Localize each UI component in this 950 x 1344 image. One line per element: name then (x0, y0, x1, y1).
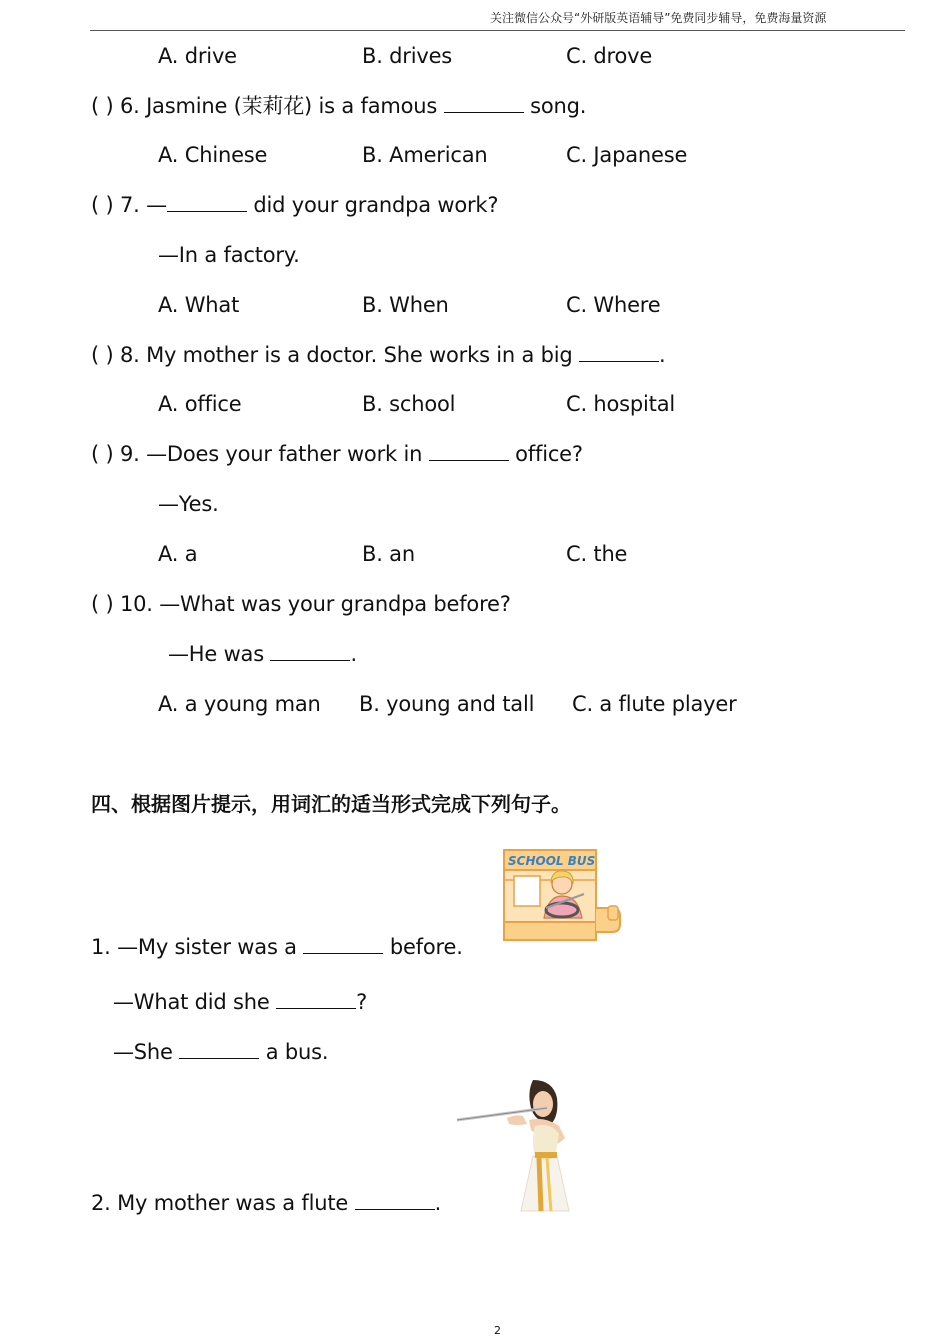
q10-option-b: B. young and tall (359, 692, 535, 716)
q8-option-a: A. office (158, 392, 242, 416)
q6-stem: 6. Jasmine (茉莉花) is a famous (119, 94, 438, 118)
q10-answer-text: —He was (168, 642, 264, 666)
answer-blank (270, 642, 350, 661)
question-6 (91, 93, 586, 119)
q8-option-b: B. school (362, 392, 456, 416)
answer-blank (355, 1191, 435, 1210)
q10-answer (168, 641, 357, 667)
q9-answer: —Yes. (158, 492, 219, 516)
answer-blank (429, 442, 509, 461)
school-bus-driver-image (500, 848, 625, 943)
section-title: 四、根据图片提示，用词汇的适当形式完成下列句子。 (91, 792, 571, 816)
item-1-question-end: ? (356, 990, 368, 1014)
q10-option-c: C. a flute player (572, 692, 737, 716)
q7-stem: 7. — (119, 193, 167, 217)
q9-option-b: B. an (362, 542, 415, 566)
answer-paren: ( ) (91, 193, 114, 217)
answer-paren: ( ) (91, 442, 114, 466)
answer-paren: ( ) (91, 343, 114, 367)
q7-answer: —In a factory. (158, 243, 300, 267)
item-1-text-end: before. (389, 935, 463, 959)
q5-option-a: A. drive (158, 44, 237, 68)
q10-answer-end: . (350, 642, 357, 666)
item-1-answer-end: a bus. (265, 1040, 329, 1064)
q7-option-a: A. What (158, 293, 240, 317)
q8-option-c: C. hospital (566, 392, 676, 416)
q9-stem: 9. —Does your father work in (119, 442, 423, 466)
answer-paren: ( ) (91, 94, 114, 118)
question-8 (91, 342, 666, 368)
q6-stem-end: song. (530, 94, 587, 118)
q6-option-b: B. American (362, 143, 488, 167)
answer-blank (444, 94, 524, 113)
q9-option-a: A. a (158, 542, 198, 566)
item-1-answer: —She (113, 1040, 173, 1064)
q5-option-c: C. drove (566, 44, 653, 68)
question-9 (91, 441, 583, 467)
header-text: 关注微信公众号“外研版英语辅导”免费同步辅导，免费海量资源 (490, 11, 827, 25)
answer-blank (179, 1040, 259, 1059)
flute-player-image (455, 1078, 585, 1213)
answer-blank (303, 935, 383, 954)
bus-sign-text: SCHOOL BUS (508, 854, 596, 868)
item-1-question: —What did she (113, 990, 270, 1014)
page-number: 2 (494, 1324, 501, 1337)
answer-blank (276, 990, 356, 1009)
item-1-text: 1. —My sister was a (91, 935, 297, 959)
q7-option-c: C. Where (566, 293, 661, 317)
item-2-text-end: . (434, 1191, 442, 1215)
q8-stem: 8. My mother is a doctor. She works in a big (119, 343, 573, 367)
answer-blank (579, 343, 659, 362)
q5-option-b: B. drives (362, 44, 453, 68)
question-10 (91, 591, 511, 617)
item-2-text: 2. My mother was a flute (91, 1191, 349, 1215)
q7-option-b: B. When (362, 293, 449, 317)
q9-option-c: C. the (566, 542, 628, 566)
q9-stem-end: office? (515, 442, 583, 466)
question-7 (91, 192, 498, 218)
q8-stem-end: . (659, 343, 666, 367)
q10-stem: 10. —What was your grandpa before? (119, 592, 511, 616)
q10-option-a: A. a young man (158, 692, 321, 716)
header-divider (90, 30, 905, 31)
item-1-line-2 (113, 989, 367, 1015)
item-1-line-1 (91, 934, 463, 960)
q6-option-c: C. Japanese (566, 143, 688, 167)
q7-stem-end: did your grandpa work? (253, 193, 499, 217)
answer-paren: ( ) (91, 592, 114, 616)
item-2 (91, 1190, 441, 1216)
answer-blank (167, 193, 247, 212)
item-1-line-3 (113, 1039, 328, 1065)
q6-option-a: A. Chinese (158, 143, 268, 167)
